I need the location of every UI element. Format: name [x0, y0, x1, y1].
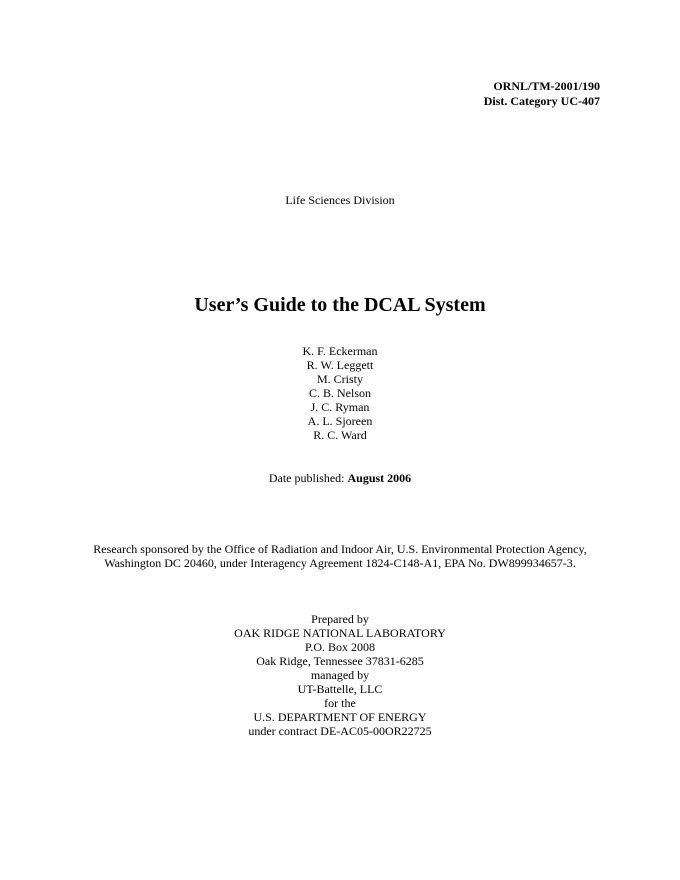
prepared-line: U.S. DEPARTMENT OF ENERGY: [253, 710, 427, 724]
author: R. W. Leggett: [306, 358, 374, 372]
author: K. F. Eckerman: [302, 344, 378, 358]
date-label: Date published:: [268, 471, 348, 485]
author-list: [0, 344, 680, 442]
date-value: August 2006: [347, 471, 412, 485]
sponsor-line: Washington DC 20460, under Interagency Agreement 1824-C148-A1, EPA No. DW899934657-3.: [104, 556, 576, 570]
prepared-by-block: [0, 612, 680, 738]
prepared-line: UT-Battelle, LLC: [297, 682, 383, 696]
prepared-line: P.O. Box 2008: [304, 640, 375, 654]
division-name: Life Sciences Division: [285, 193, 395, 207]
sponsor-line: Research sponsored by the Office of Radiation and Indoor Air, U.S. Environmental Protection Agency,: [93, 542, 587, 556]
prepared-line: managed by: [310, 668, 370, 682]
author: C. B. Nelson: [308, 386, 371, 400]
report-identifier: [484, 79, 600, 109]
prepared-line: Oak Ridge, Tennessee 37831-6285: [256, 654, 424, 668]
publication-date: [0, 471, 680, 485]
prepared-line: OAK RIDGE NATIONAL LABORATORY: [234, 626, 446, 640]
author: A. L. Sjoreen: [307, 414, 373, 428]
prepared-line: Prepared by: [311, 612, 369, 626]
author: R. C. Ward: [313, 428, 367, 442]
document-title: User’s Guide to the DCAL System: [194, 294, 486, 316]
prepared-line: under contract DE-AC05-00OR22725: [248, 724, 432, 738]
prepared-line: for the: [324, 696, 356, 710]
sponsor-statement: [0, 542, 680, 570]
author: M. Cristy: [316, 372, 363, 386]
author: J. C. Ryman: [310, 400, 370, 414]
distribution-category: Dist. Category UC-407: [483, 94, 600, 108]
report-number: ORNL/TM-2001/190: [493, 79, 600, 93]
